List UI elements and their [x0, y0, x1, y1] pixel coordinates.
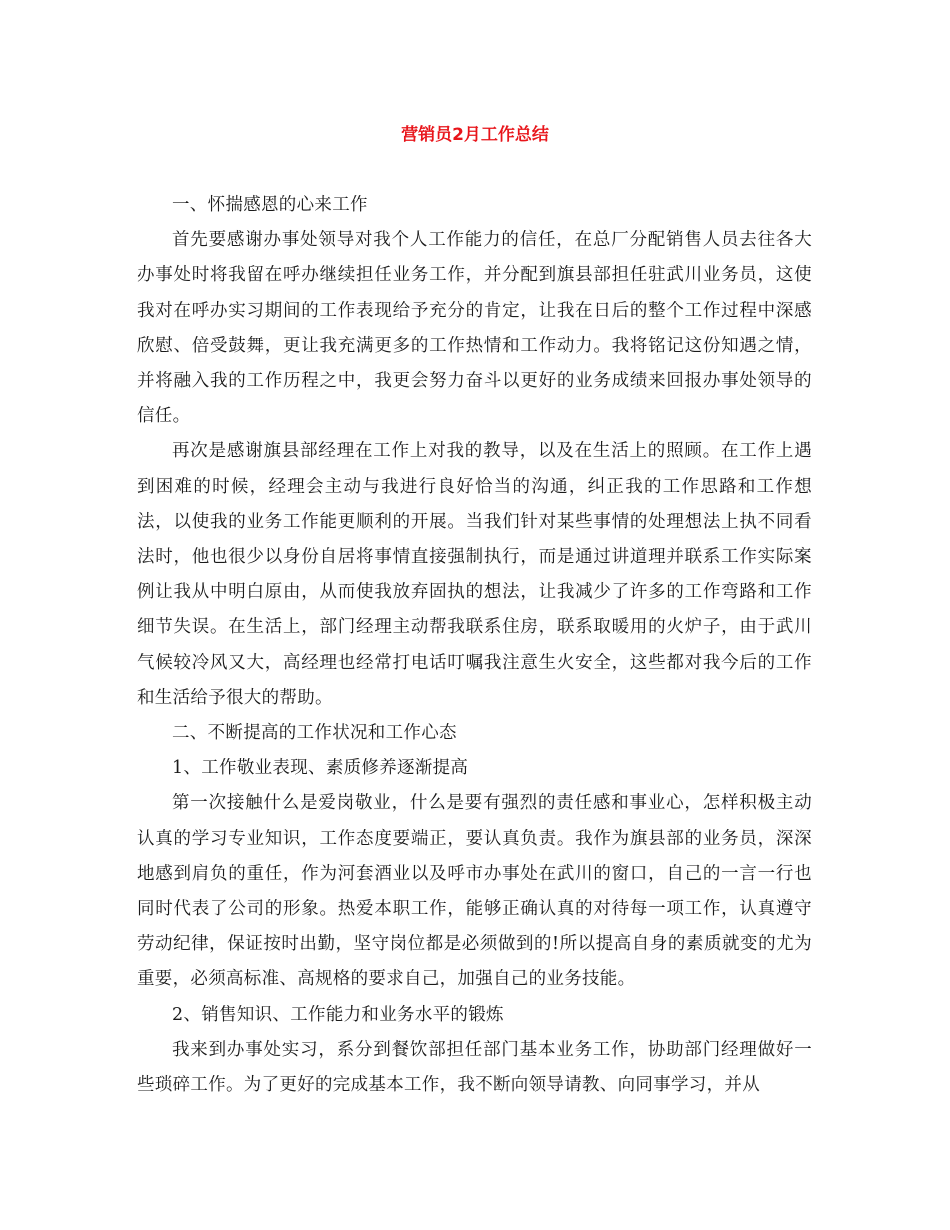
- subsection-heading-1: 1、工作敬业表现、素质修养逐渐提高: [172, 758, 469, 779]
- paragraph: 首先要感谢办事处领导对我个人工作能力的信任，在总厂分配销售人员去往各大办事处时将我留在呼办继续担任业务工作，并分配到旗县部担任驻武川业务员，这使我对在呼办实习期间的工作表现给予充分的肯定，让我在日后的整个工作过程中深感欣慰、倍受鼓舞，更让我充满更多的工作热情和工作动力。我将铭记这份知遇之情，并将融入我的工作历程之中，我更会努力奋斗以更好的业务成绩来回报办事处领导的信任。: [137, 230, 812, 427]
- document-title: 营销员2月工作总结: [401, 125, 549, 145]
- section-heading-2: 二、不断提高的工作状况和工作心态: [172, 723, 457, 744]
- paragraph: 第一次接触什么是爱岗敬业，什么是要有强烈的责任感和事业心，怎样积极主动认真的学习专业知识，工作态度要端正，要认真负责。我作为旗县部的业务员，深深地感到肩负的重任，作为河套酒业以及呼市办事处在武川的窗口，自己的一言一行也同时代表了公司的形象。热爱本职工作，能够正确认真的对待每一项工作，认真遵守劳动纪律，保证按时出勤，坚守岗位都是必须做到的!所以提高自身的素质就变的尤为重要，必须高标准、高规格的要求自己，加强自己的业务技能。: [137, 793, 812, 990]
- paragraph: 再次是感谢旗县部经理在工作上对我的教导，以及在生活上的照顾。在工作上遇到困难的时候，经理会主动与我进行良好恰当的沟通，纠正我的工作思路和工作想法，以使我的业务工作能更顺利的开展。当我们针对某些事情的处理想法上执不同看法时，他也很少以身份自居将事情直接强制执行，而是通过讲道理并联系工作实际案例让我从中明白原由，从而使我放弃固执的想法，让我减少了许多的工作弯路和工作细节失误。在生活上，部门经理主动帮我联系住房，联系取暖用的火炉子，由于武川气候较冷风又大，高经理也经常打电话叮嘱我注意生火安全，这些都对我今后的工作和生活给予很大的帮助。: [137, 441, 812, 708]
- section-heading-1: 一、怀揣感恩的心来工作: [172, 195, 368, 215]
- subsection-heading-2: 2、销售知识、工作能力和业务水平的锻炼: [172, 1004, 504, 1025]
- document-body: [137, 188, 812, 1103]
- paragraph: 我来到办事处实习，系分到餐饮部担任部门基本业务工作，协助部门经理做好一些琐碎工作。为了更好的完成基本工作，我不断向领导请教、向同事学习，并从: [137, 1039, 812, 1096]
